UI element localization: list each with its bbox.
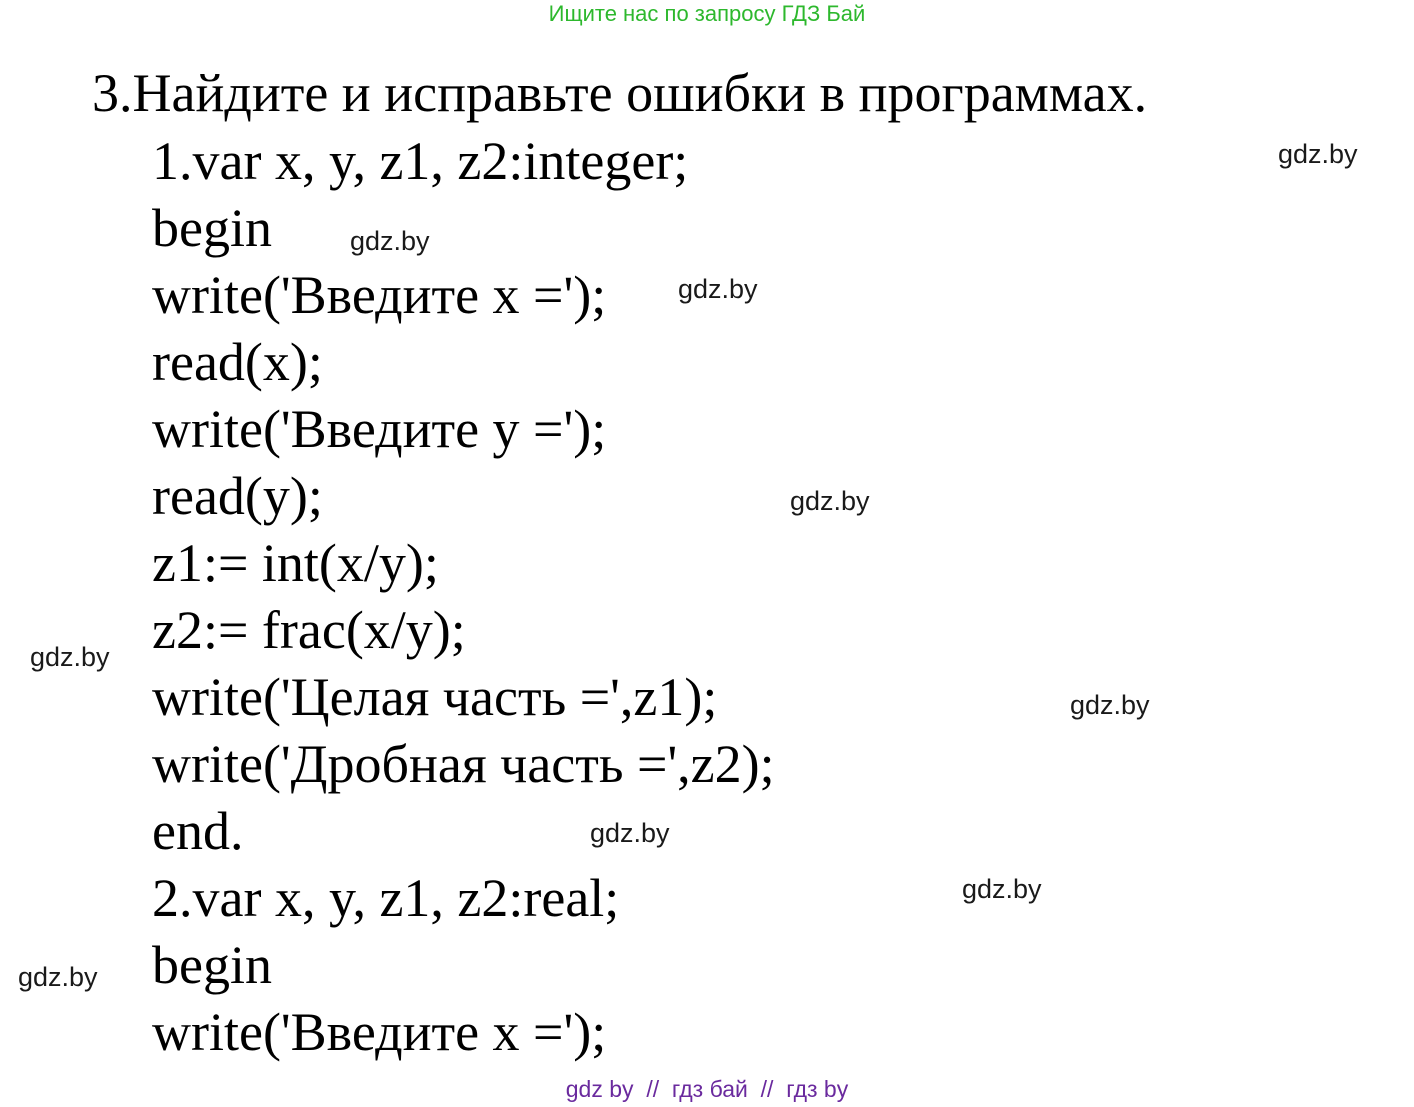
- code-line: end.: [152, 801, 244, 861]
- code-line: begin: [152, 935, 272, 995]
- footer-link-gdz-by[interactable]: gdz by: [565, 1076, 634, 1102]
- code-line: read(y);: [152, 466, 323, 526]
- code-block: [152, 128, 775, 1066]
- code-line: write('Введите x =');: [152, 1002, 607, 1062]
- footer-separator: //: [646, 1076, 660, 1102]
- watermark: gdz.by: [1278, 139, 1358, 169]
- code-line: write('Введите y =');: [152, 399, 607, 459]
- footer-link-gdz-bai[interactable]: гдз бай: [671, 1076, 748, 1102]
- footer-links: [0, 1074, 1414, 1104]
- watermark: gdz.by: [18, 962, 98, 992]
- watermark: gdz.by: [350, 226, 430, 256]
- code-line: write('Дробная часть =',z2);: [152, 734, 775, 794]
- watermark: gdz.by: [30, 642, 110, 672]
- code-line: begin: [152, 198, 272, 258]
- watermark: gdz.by: [790, 486, 870, 516]
- footer-link-gdz-by-cyr[interactable]: гдз by: [786, 1076, 849, 1102]
- code-line: z1:= int(x/y);: [152, 533, 439, 593]
- watermark: gdz.by: [962, 874, 1042, 904]
- code-line: read(x);: [152, 332, 323, 392]
- code-line: write('Целая часть =',z1);: [152, 667, 718, 727]
- watermark: gdz.by: [1070, 690, 1150, 720]
- footer-separator: //: [760, 1076, 774, 1102]
- watermark: gdz.by: [590, 818, 670, 848]
- watermark: gdz.by: [678, 274, 758, 304]
- code-line: z2:= frac(x/y);: [152, 600, 466, 660]
- task-title: 3.Найдите и исправьте ошибки в программах.: [92, 63, 1148, 123]
- top-banner: Ищите нас по запросу ГДЗ Бай: [548, 1, 866, 26]
- code-line: write('Введите x =');: [152, 265, 607, 325]
- code-line: 2.var x, y, z1, z2:real;: [152, 868, 620, 928]
- code-line: 1.var x, y, z1, z2:integer;: [152, 131, 689, 191]
